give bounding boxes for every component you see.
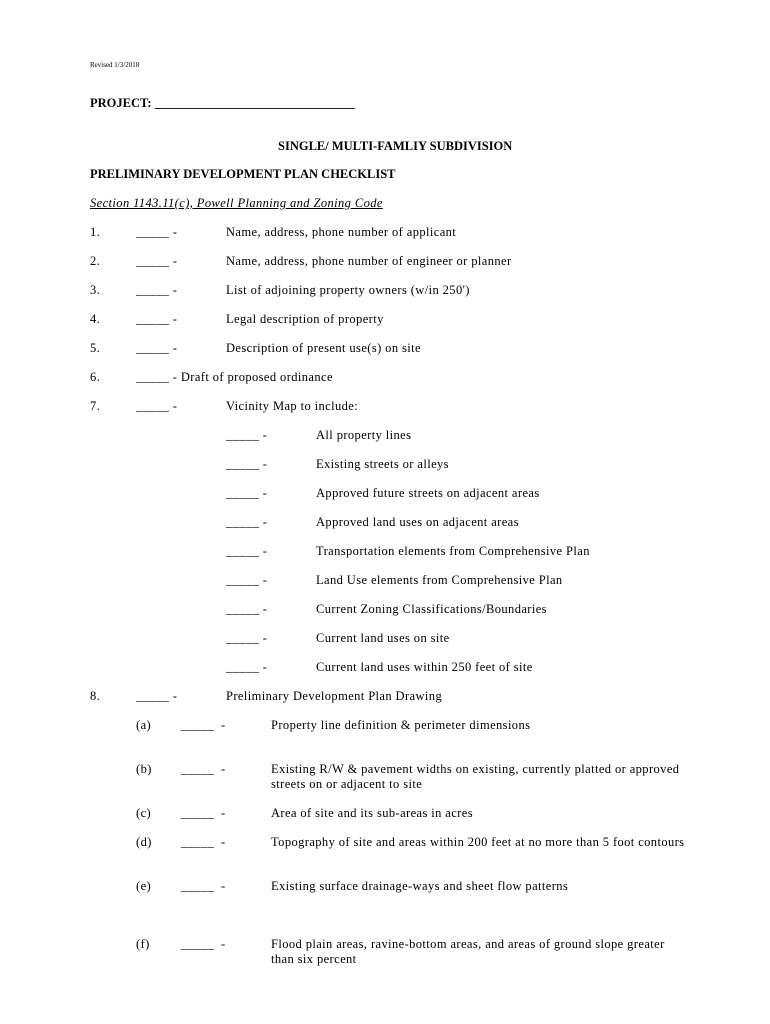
sub-item-text: Area of site and its sub-areas in acres: [271, 806, 473, 820]
sub-letter: (f): [136, 937, 150, 951]
sub-checkbox-blank: _____ -: [226, 515, 268, 529]
sub-checkbox-blank: _____ -: [226, 573, 268, 587]
sub-checkbox-blank: _____: [181, 835, 215, 849]
item-text: _____ - Draft of proposed ordinance: [136, 370, 333, 384]
revised-date: Revised 1/3/2018: [90, 61, 140, 69]
sub-item-text: Property line definition & perimeter dimensions: [271, 718, 531, 732]
sub-item-text: Current land uses on site: [316, 631, 450, 645]
sub-dash: -: [221, 762, 226, 776]
sub-item-text: Current Zoning Classifications/Boundaries: [316, 602, 547, 616]
item-number: 8.: [90, 689, 101, 703]
checkbox-blank: _____ -: [136, 689, 178, 703]
sub-dash: -: [221, 806, 226, 820]
checkbox-blank: _____ -: [136, 341, 178, 355]
sub-checkbox-blank: _____: [181, 937, 215, 951]
sub-item-text: All property lines: [316, 428, 412, 442]
item-number: 7.: [90, 399, 101, 413]
item-text: Legal description of property: [226, 312, 384, 326]
checklist-subtitle: PRELIMINARY DEVELOPMENT PLAN CHECKLIST: [90, 167, 396, 181]
item-text: Name, address, phone number of engineer or planner: [226, 254, 512, 268]
document-title: SINGLE/ MULTI-FAMLIY SUBDIVISION: [278, 139, 513, 153]
item-number: 5.: [90, 341, 101, 355]
item-number: 4.: [90, 312, 101, 326]
item-text: Preliminary Development Plan Drawing: [226, 689, 443, 703]
sub-letter: (a): [136, 718, 152, 732]
sub-item-text: Existing surface drainage-ways and sheet flow patterns: [271, 879, 569, 893]
sub-item-text: Approved future streets on adjacent areas: [316, 486, 540, 500]
code-section: Section 1143.11(c), Powell Planning and Zoning Code: [90, 196, 383, 210]
sub-checkbox-blank: _____: [181, 762, 215, 776]
sub-checkbox-blank: _____: [181, 718, 215, 732]
sub-item-text: Existing streets or alleys: [316, 457, 449, 471]
sub-checkbox-blank: _____ -: [226, 457, 268, 471]
sub-checkbox-blank: _____ -: [226, 428, 268, 442]
sub-dash: -: [221, 879, 226, 893]
sub-item-text: Current land uses within 250 feet of site: [316, 660, 533, 674]
project-label: PROJECT: ________________________________: [90, 96, 355, 110]
sub-item-text: Land Use elements from Comprehensive Plan: [316, 573, 563, 587]
sub-item-text: Existing R/W & pavement widths on existing, currently platted or approved streets on or adjacent to site: [271, 762, 680, 791]
sub-checkbox-blank: _____ -: [226, 486, 268, 500]
sub-checkbox-blank: _____: [181, 879, 215, 893]
checkbox-blank: _____ -: [136, 254, 178, 268]
checkbox-blank: _____ -: [136, 399, 178, 413]
item-text: Name, address, phone number of applicant: [226, 225, 457, 239]
item-number: 2.: [90, 254, 101, 268]
item-number: 3.: [90, 283, 101, 297]
item-text: List of adjoining property owners (w/in 250'): [226, 283, 470, 297]
sub-item-text: Approved land uses on adjacent areas: [316, 515, 519, 529]
sub-item-text: Topography of site and areas within 200 feet at no more than 5 foot contours: [271, 835, 685, 849]
sub-checkbox-blank: _____ -: [226, 660, 268, 674]
item-number: 1.: [90, 225, 101, 239]
sub-checkbox-blank: _____ -: [226, 631, 268, 645]
sub-letter: (e): [136, 879, 152, 893]
sub-letter: (d): [136, 835, 152, 849]
checkbox-blank: _____ -: [136, 225, 178, 239]
sub-item-text: Flood plain areas, ravine-bottom areas, and areas of ground slope greater than six percent: [271, 937, 665, 966]
sub-dash: -: [221, 718, 226, 732]
sub-dash: -: [221, 937, 226, 951]
sub-letter: (c): [136, 806, 152, 820]
sub-checkbox-blank: _____ -: [226, 544, 268, 558]
item-text: Vicinity Map to include:: [226, 399, 359, 413]
sub-letter: (b): [136, 762, 152, 776]
sub-dash: -: [221, 835, 226, 849]
sub-checkbox-blank: _____: [181, 806, 215, 820]
sub-item-text: Transportation elements from Comprehensive Plan: [316, 544, 590, 558]
item-number: 6.: [90, 370, 101, 384]
checkbox-blank: _____ -: [136, 283, 178, 297]
sub-checkbox-blank: _____ -: [226, 602, 268, 616]
item-text: Description of present use(s) on site: [226, 341, 421, 355]
checkbox-blank: _____ -: [136, 312, 178, 326]
